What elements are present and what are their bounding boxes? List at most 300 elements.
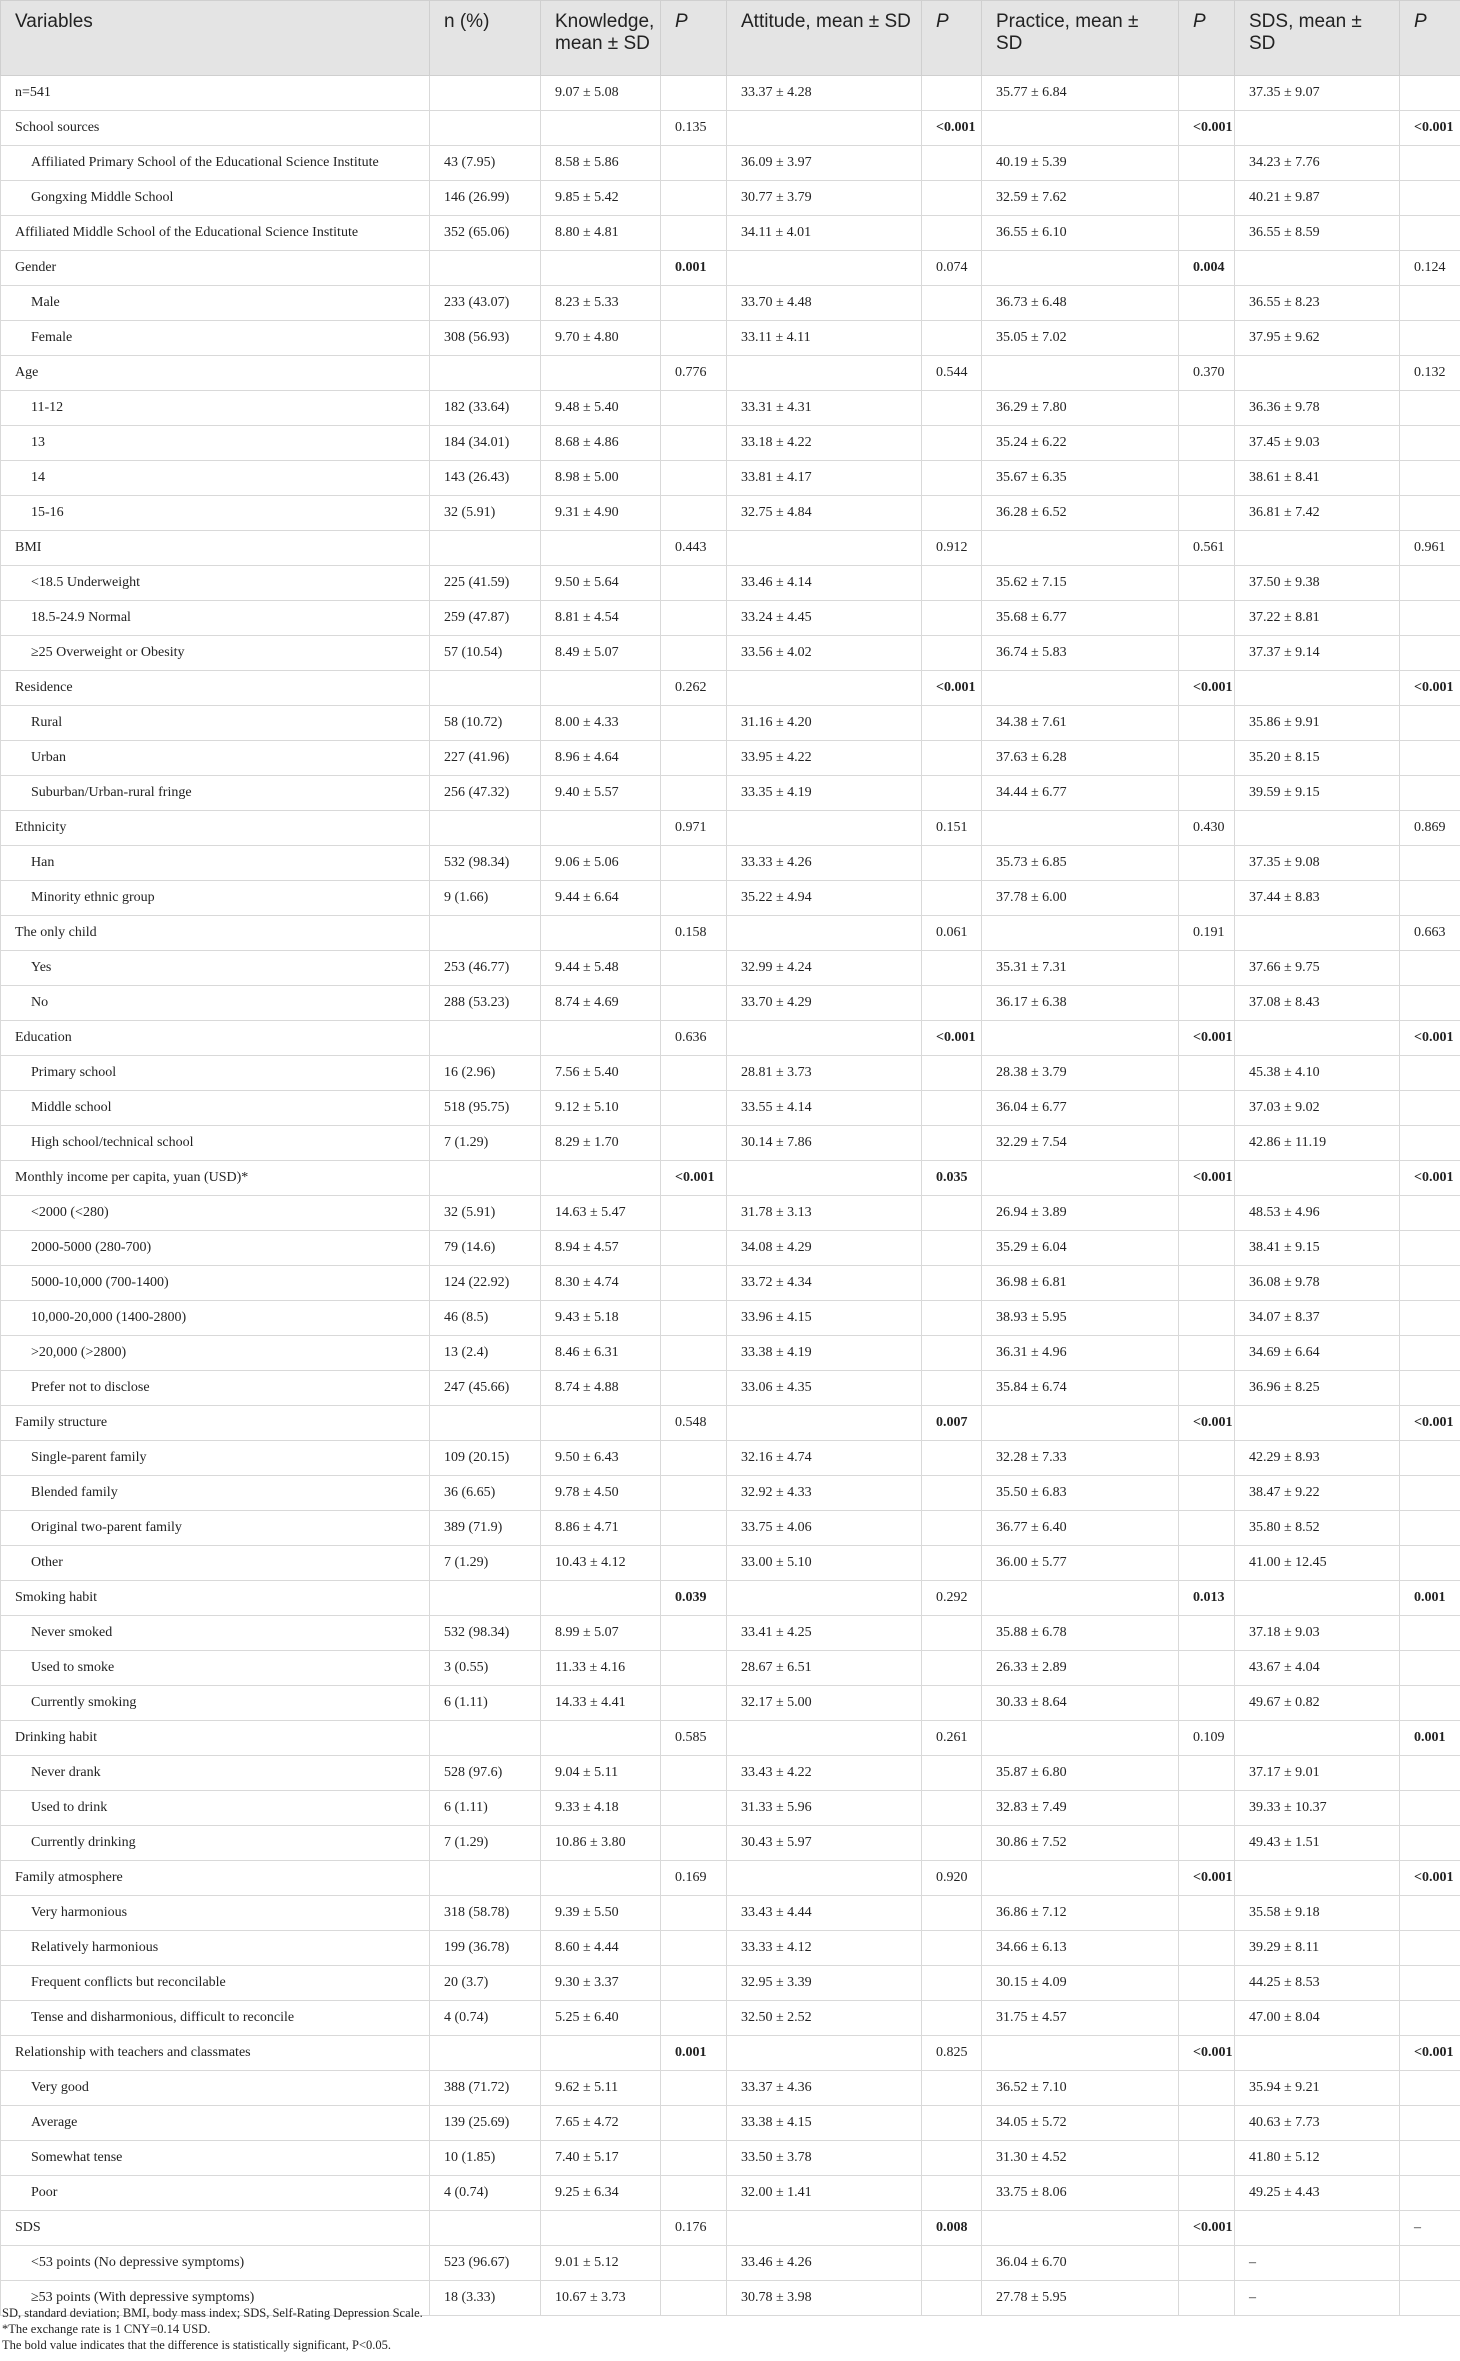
attitude-cell: 30.14 ± 7.86 [727, 1126, 922, 1161]
knowledge-p-cell [661, 1091, 727, 1126]
practice-p-cell [1179, 1686, 1235, 1721]
variable-cell: 13 [1, 426, 430, 461]
knowledge-p-cell: 0.169 [661, 1861, 727, 1896]
practice-p-cell [1179, 951, 1235, 986]
attitude-p-cell [922, 1896, 982, 1931]
table-row [1, 2246, 1460, 2281]
practice-cell: 31.75 ± 4.57 [982, 2001, 1179, 2036]
table-row [1, 1511, 1460, 1546]
practice-cell: 37.63 ± 6.28 [982, 741, 1179, 776]
practice-cell [982, 1021, 1179, 1056]
sds-cell: 36.08 ± 9.78 [1235, 1266, 1400, 1301]
practice-p-cell [1179, 706, 1235, 741]
n-cell: 6 (1.11) [430, 1791, 541, 1826]
sds-p-cell [1400, 1651, 1460, 1686]
table-body [1, 76, 1460, 2316]
sds-cell: 49.43 ± 1.51 [1235, 1826, 1400, 1861]
n-cell: 32 (5.91) [430, 496, 541, 531]
attitude-cell: 30.43 ± 5.97 [727, 1826, 922, 1861]
sds-p-cell [1400, 601, 1460, 636]
sds-cell: – [1235, 2281, 1400, 2316]
knowledge-cell: 7.56 ± 5.40 [541, 1056, 661, 1091]
variable-cell: Middle school [1, 1091, 430, 1126]
sds-p-cell [1400, 1931, 1460, 1966]
sds-cell [1235, 1721, 1400, 1756]
variable-cell: 14 [1, 461, 430, 496]
attitude-p-cell [922, 1931, 982, 1966]
table-footnotes [0, 2305, 1460, 2353]
sds-p-cell: 0.124 [1400, 251, 1460, 286]
footnote-bold: The bold value indicates that the difference is statistically significant, P<0.05. [2, 2338, 392, 2352]
attitude-cell: 33.33 ± 4.26 [727, 846, 922, 881]
attitude-cell [727, 2036, 922, 2071]
variable-cell: Tense and disharmonious, difficult to reconcile [1, 2001, 430, 2036]
table-row [1, 2106, 1460, 2141]
practice-p-cell [1179, 496, 1235, 531]
practice-p-cell: 0.561 [1179, 531, 1235, 566]
practice-p-cell [1179, 1441, 1235, 1476]
practice-cell: 36.55 ± 6.10 [982, 216, 1179, 251]
knowledge-p-cell [661, 1231, 727, 1266]
sds-p-cell: 0.663 [1400, 916, 1460, 951]
knowledge-p-cell [661, 1371, 727, 1406]
n-cell: 308 (56.93) [430, 321, 541, 356]
variable-cell: Age [1, 356, 430, 391]
variable-cell: Somewhat tense [1, 2141, 430, 2176]
attitude-cell: 33.18 ± 4.22 [727, 426, 922, 461]
attitude-cell: 33.95 ± 4.22 [727, 741, 922, 776]
attitude-p-cell: 0.074 [922, 251, 982, 286]
practice-p-cell: <0.001 [1179, 2211, 1235, 2246]
practice-p-cell [1179, 2176, 1235, 2211]
sds-cell: 41.80 ± 5.12 [1235, 2141, 1400, 2176]
practice-p-cell: <0.001 [1179, 1406, 1235, 1441]
practice-cell: 36.73 ± 6.48 [982, 286, 1179, 321]
sds-cell: – [1235, 2246, 1400, 2281]
knowledge-p-cell [661, 1301, 727, 1336]
knowledge-cell: 9.39 ± 5.50 [541, 1896, 661, 1931]
practice-cell: 36.86 ± 7.12 [982, 1896, 1179, 1931]
practice-cell: 36.98 ± 6.81 [982, 1266, 1179, 1301]
n-cell: 57 (10.54) [430, 636, 541, 671]
variable-cell: Han [1, 846, 430, 881]
practice-p-cell [1179, 1511, 1235, 1546]
sds-p-cell: <0.001 [1400, 1406, 1460, 1441]
sds-cell [1235, 1161, 1400, 1196]
sds-p-cell [1400, 1196, 1460, 1231]
practice-p-cell [1179, 1791, 1235, 1826]
n-cell: 13 (2.4) [430, 1336, 541, 1371]
practice-cell [982, 916, 1179, 951]
practice-p-cell: <0.001 [1179, 2036, 1235, 2071]
attitude-p-cell [922, 846, 982, 881]
sds-cell: 39.33 ± 10.37 [1235, 1791, 1400, 1826]
knowledge-p-cell [661, 2106, 727, 2141]
table-row-group [1, 2036, 1460, 2071]
practice-cell: 36.00 ± 5.77 [982, 1546, 1179, 1581]
practice-cell: 37.78 ± 6.00 [982, 881, 1179, 916]
practice-p-cell [1179, 1091, 1235, 1126]
attitude-cell [727, 1406, 922, 1441]
knowledge-cell: 9.06 ± 5.06 [541, 846, 661, 881]
attitude-cell: 32.00 ± 1.41 [727, 2176, 922, 2211]
header-knowledge-p: P [661, 1, 727, 76]
table-row [1, 881, 1460, 916]
practice-cell [982, 1161, 1179, 1196]
knowledge-p-cell [661, 1791, 727, 1826]
practice-cell [982, 1721, 1179, 1756]
sds-cell: 42.86 ± 11.19 [1235, 1126, 1400, 1161]
sds-p-cell [1400, 321, 1460, 356]
knowledge-cell: 8.74 ± 4.88 [541, 1371, 661, 1406]
sds-p-cell [1400, 2071, 1460, 2106]
practice-p-cell: 0.370 [1179, 356, 1235, 391]
n-cell: 7 (1.29) [430, 1126, 541, 1161]
attitude-cell: 33.38 ± 4.15 [727, 2106, 922, 2141]
n-cell: 523 (96.67) [430, 2246, 541, 2281]
practice-cell: 35.50 ± 6.83 [982, 1476, 1179, 1511]
sds-p-cell: – [1400, 2211, 1460, 2246]
knowledge-cell: 9.70 ± 4.80 [541, 321, 661, 356]
variable-cell: Urban [1, 741, 430, 776]
n-cell: 7 (1.29) [430, 1826, 541, 1861]
variable-cell: Gongxing Middle School [1, 181, 430, 216]
sds-cell: 37.37 ± 9.14 [1235, 636, 1400, 671]
practice-p-cell: 0.013 [1179, 1581, 1235, 1616]
sds-p-cell [1400, 2001, 1460, 2036]
table-row [1, 321, 1460, 356]
attitude-cell: 32.50 ± 2.52 [727, 2001, 922, 2036]
practice-cell: 35.77 ± 6.84 [982, 76, 1179, 111]
sds-p-cell [1400, 1441, 1460, 1476]
attitude-cell: 33.70 ± 4.48 [727, 286, 922, 321]
table-row-group [1, 531, 1460, 566]
knowledge-cell: 14.63 ± 5.47 [541, 1196, 661, 1231]
variable-cell: Blended family [1, 1476, 430, 1511]
sds-cell: 49.67 ± 0.82 [1235, 1686, 1400, 1721]
attitude-p-cell [922, 496, 982, 531]
practice-cell: 36.52 ± 7.10 [982, 2071, 1179, 2106]
knowledge-p-cell [661, 881, 727, 916]
sds-cell: 38.47 ± 9.22 [1235, 1476, 1400, 1511]
n-cell: 9 (1.66) [430, 881, 541, 916]
practice-cell: 34.38 ± 7.61 [982, 706, 1179, 741]
knowledge-cell: 9.85 ± 5.42 [541, 181, 661, 216]
attitude-p-cell [922, 1301, 982, 1336]
practice-p-cell [1179, 776, 1235, 811]
knowledge-p-cell [661, 1511, 727, 1546]
knowledge-p-cell [661, 2001, 727, 2036]
knowledge-p-cell [661, 391, 727, 426]
n-cell: 109 (20.15) [430, 1441, 541, 1476]
knowledge-cell: 9.44 ± 6.64 [541, 881, 661, 916]
knowledge-cell: 11.33 ± 4.16 [541, 1651, 661, 1686]
attitude-cell: 31.78 ± 3.13 [727, 1196, 922, 1231]
attitude-cell [727, 356, 922, 391]
practice-cell: 36.28 ± 6.52 [982, 496, 1179, 531]
sds-cell: 37.66 ± 9.75 [1235, 951, 1400, 986]
attitude-cell: 33.38 ± 4.19 [727, 1336, 922, 1371]
attitude-p-cell: 0.825 [922, 2036, 982, 2071]
attitude-p-cell [922, 951, 982, 986]
practice-p-cell: <0.001 [1179, 1161, 1235, 1196]
sds-cell: 37.95 ± 9.62 [1235, 321, 1400, 356]
practice-cell [982, 531, 1179, 566]
attitude-p-cell: 0.261 [922, 1721, 982, 1756]
practice-p-cell [1179, 601, 1235, 636]
knowledge-p-cell [661, 601, 727, 636]
footnote-abbreviations: SD, standard deviation; BMI, body mass index; SDS, Self-Rating Depression Scale. [2, 2306, 423, 2320]
table-row [1, 1546, 1460, 1581]
attitude-p-cell [922, 321, 982, 356]
attitude-cell [727, 2211, 922, 2246]
n-cell: 256 (47.32) [430, 776, 541, 811]
sds-p-cell [1400, 1126, 1460, 1161]
attitude-p-cell: 0.544 [922, 356, 982, 391]
practice-cell: 27.78 ± 5.95 [982, 2281, 1179, 2316]
table-row-group [1, 811, 1460, 846]
knowledge-p-cell [661, 636, 727, 671]
knowledge-p-cell [661, 706, 727, 741]
sds-p-cell [1400, 1546, 1460, 1581]
header-knowledge: Knowledge, mean ± SD [541, 1, 661, 76]
attitude-p-cell: 0.007 [922, 1406, 982, 1441]
practice-p-cell [1179, 1126, 1235, 1161]
n-cell: 182 (33.64) [430, 391, 541, 426]
variable-cell: Drinking habit [1, 1721, 430, 1756]
attitude-p-cell: 0.061 [922, 916, 982, 951]
table-row [1, 1896, 1460, 1931]
practice-cell: 36.29 ± 7.80 [982, 391, 1179, 426]
attitude-cell: 33.24 ± 4.45 [727, 601, 922, 636]
table-row-group [1, 1581, 1460, 1616]
sds-cell: 34.69 ± 6.64 [1235, 1336, 1400, 1371]
sds-p-cell [1400, 181, 1460, 216]
knowledge-cell: 8.81 ± 4.54 [541, 601, 661, 636]
variable-cell: Relatively harmonious [1, 1931, 430, 1966]
n-cell: 288 (53.23) [430, 986, 541, 1021]
sds-p-cell [1400, 986, 1460, 1021]
sds-cell [1235, 111, 1400, 146]
attitude-p-cell [922, 1126, 982, 1161]
knowledge-p-cell [661, 566, 727, 601]
sds-cell: 39.29 ± 8.11 [1235, 1931, 1400, 1966]
attitude-p-cell [922, 1266, 982, 1301]
variable-cell: Never drank [1, 1756, 430, 1791]
n-cell: 253 (46.77) [430, 951, 541, 986]
knowledge-cell: 8.98 ± 5.00 [541, 461, 661, 496]
attitude-p-cell [922, 2071, 982, 2106]
sds-cell [1235, 811, 1400, 846]
sds-p-cell [1400, 706, 1460, 741]
practice-cell: 36.04 ± 6.70 [982, 2246, 1179, 2281]
n-cell [430, 671, 541, 706]
attitude-p-cell: 0.292 [922, 1581, 982, 1616]
table-row [1, 1476, 1460, 1511]
n-cell: 32 (5.91) [430, 1196, 541, 1231]
practice-p-cell [1179, 286, 1235, 321]
knowledge-p-cell [661, 1896, 727, 1931]
attitude-p-cell [922, 286, 982, 321]
attitude-cell: 33.37 ± 4.36 [727, 2071, 922, 2106]
sds-p-cell [1400, 426, 1460, 461]
practice-p-cell [1179, 2106, 1235, 2141]
attitude-cell: 33.43 ± 4.22 [727, 1756, 922, 1791]
practice-cell: 26.33 ± 2.89 [982, 1651, 1179, 1686]
attitude-cell: 33.41 ± 4.25 [727, 1616, 922, 1651]
knowledge-cell [541, 111, 661, 146]
knowledge-p-cell [661, 1441, 727, 1476]
knowledge-cell [541, 671, 661, 706]
attitude-cell [727, 1721, 922, 1756]
table-row-group [1, 251, 1460, 286]
sds-p-cell: 0.001 [1400, 1581, 1460, 1616]
attitude-p-cell: 0.151 [922, 811, 982, 846]
attitude-p-cell [922, 76, 982, 111]
knowledge-cell [541, 1021, 661, 1056]
knowledge-p-cell [661, 1826, 727, 1861]
attitude-p-cell [922, 2001, 982, 2036]
attitude-cell: 33.72 ± 4.34 [727, 1266, 922, 1301]
attitude-p-cell [922, 1511, 982, 1546]
knowledge-p-cell [661, 951, 727, 986]
knowledge-cell: 8.80 ± 4.81 [541, 216, 661, 251]
variable-cell: Yes [1, 951, 430, 986]
sds-p-cell: 0.869 [1400, 811, 1460, 846]
sds-p-cell [1400, 1476, 1460, 1511]
variable-cell: Affiliated Primary School of the Educational Science Institute [1, 146, 430, 181]
sds-cell [1235, 356, 1400, 391]
variable-cell: Average [1, 2106, 430, 2141]
n-cell: 184 (34.01) [430, 426, 541, 461]
table-row [1, 146, 1460, 181]
sds-p-cell [1400, 1301, 1460, 1336]
practice-p-cell [1179, 146, 1235, 181]
attitude-cell: 33.31 ± 4.31 [727, 391, 922, 426]
knowledge-p-cell [661, 1336, 727, 1371]
knowledge-p-cell: 0.262 [661, 671, 727, 706]
sds-p-cell [1400, 496, 1460, 531]
variable-cell: Family structure [1, 1406, 430, 1441]
variable-cell: n=541 [1, 76, 430, 111]
sds-cell: 47.00 ± 8.04 [1235, 2001, 1400, 2036]
knowledge-cell: 9.62 ± 5.11 [541, 2071, 661, 2106]
sds-p-cell [1400, 1756, 1460, 1791]
attitude-cell: 33.81 ± 4.17 [727, 461, 922, 496]
knowledge-cell: 9.44 ± 5.48 [541, 951, 661, 986]
knowledge-cell [541, 2211, 661, 2246]
variable-cell: Male [1, 286, 430, 321]
n-cell: 20 (3.7) [430, 1966, 541, 2001]
practice-cell: 34.66 ± 6.13 [982, 1931, 1179, 1966]
sds-cell: 45.38 ± 4.10 [1235, 1056, 1400, 1091]
practice-cell: 32.28 ± 7.33 [982, 1441, 1179, 1476]
sds-p-cell [1400, 636, 1460, 671]
table-row [1, 1301, 1460, 1336]
attitude-p-cell [922, 391, 982, 426]
sds-p-cell [1400, 1826, 1460, 1861]
knowledge-cell: 8.74 ± 4.69 [541, 986, 661, 1021]
attitude-p-cell [922, 986, 982, 1021]
knowledge-cell [541, 1406, 661, 1441]
practice-cell: 40.19 ± 5.39 [982, 146, 1179, 181]
attitude-p-cell: 0.920 [922, 1861, 982, 1896]
variable-cell: High school/technical school [1, 1126, 430, 1161]
attitude-cell: 35.22 ± 4.94 [727, 881, 922, 916]
practice-cell: 38.93 ± 5.95 [982, 1301, 1179, 1336]
practice-cell [982, 111, 1179, 146]
variable-cell: 15-16 [1, 496, 430, 531]
knowledge-cell: 8.58 ± 5.86 [541, 146, 661, 181]
practice-p-cell [1179, 1301, 1235, 1336]
practice-cell: 34.44 ± 6.77 [982, 776, 1179, 811]
sds-cell: 37.22 ± 8.81 [1235, 601, 1400, 636]
sds-p-cell [1400, 881, 1460, 916]
knowledge-p-cell [661, 216, 727, 251]
attitude-cell [727, 1161, 922, 1196]
header-variables: Variables [1, 1, 430, 76]
variable-cell: Relationship with teachers and classmates [1, 2036, 430, 2071]
variable-cell: <18.5 Underweight [1, 566, 430, 601]
practice-p-cell [1179, 1546, 1235, 1581]
practice-cell: 30.33 ± 8.64 [982, 1686, 1179, 1721]
knowledge-cell: 9.31 ± 4.90 [541, 496, 661, 531]
sds-cell: 35.58 ± 9.18 [1235, 1896, 1400, 1931]
practice-cell: 35.29 ± 6.04 [982, 1231, 1179, 1266]
knowledge-p-cell: 0.158 [661, 916, 727, 951]
knowledge-p-cell [661, 776, 727, 811]
attitude-p-cell [922, 216, 982, 251]
sds-p-cell [1400, 1511, 1460, 1546]
n-cell [430, 1721, 541, 1756]
practice-cell: 28.38 ± 3.79 [982, 1056, 1179, 1091]
knowledge-cell [541, 916, 661, 951]
variable-cell: >20,000 (>2800) [1, 1336, 430, 1371]
attitude-cell: 32.92 ± 4.33 [727, 1476, 922, 1511]
n-cell [430, 916, 541, 951]
n-cell: 124 (22.92) [430, 1266, 541, 1301]
attitude-cell: 33.50 ± 3.78 [727, 2141, 922, 2176]
practice-p-cell [1179, 1336, 1235, 1371]
sds-cell [1235, 2211, 1400, 2246]
knowledge-p-cell [661, 2071, 727, 2106]
attitude-p-cell: 0.035 [922, 1161, 982, 1196]
knowledge-cell: 8.29 ± 1.70 [541, 1126, 661, 1161]
n-cell [430, 111, 541, 146]
knowledge-cell: 9.33 ± 4.18 [541, 1791, 661, 1826]
knowledge-cell [541, 1721, 661, 1756]
variable-cell: Currently smoking [1, 1686, 430, 1721]
attitude-cell: 32.17 ± 5.00 [727, 1686, 922, 1721]
practice-p-cell: <0.001 [1179, 671, 1235, 706]
variable-cell: The only child [1, 916, 430, 951]
attitude-cell: 36.09 ± 3.97 [727, 146, 922, 181]
variable-cell: Female [1, 321, 430, 356]
practice-cell: 36.17 ± 6.38 [982, 986, 1179, 1021]
variable-cell: Gender [1, 251, 430, 286]
variable-cell: SDS [1, 2211, 430, 2246]
knowledge-cell: 9.07 ± 5.08 [541, 76, 661, 111]
attitude-cell: 32.75 ± 4.84 [727, 496, 922, 531]
practice-p-cell [1179, 1371, 1235, 1406]
attitude-p-cell [922, 1196, 982, 1231]
header-sds-p: P [1400, 1, 1460, 76]
sds-cell: 36.55 ± 8.59 [1235, 216, 1400, 251]
table-row [1, 1756, 1460, 1791]
sds-p-cell [1400, 1091, 1460, 1126]
attitude-p-cell [922, 1546, 982, 1581]
n-cell: 528 (97.6) [430, 1756, 541, 1791]
